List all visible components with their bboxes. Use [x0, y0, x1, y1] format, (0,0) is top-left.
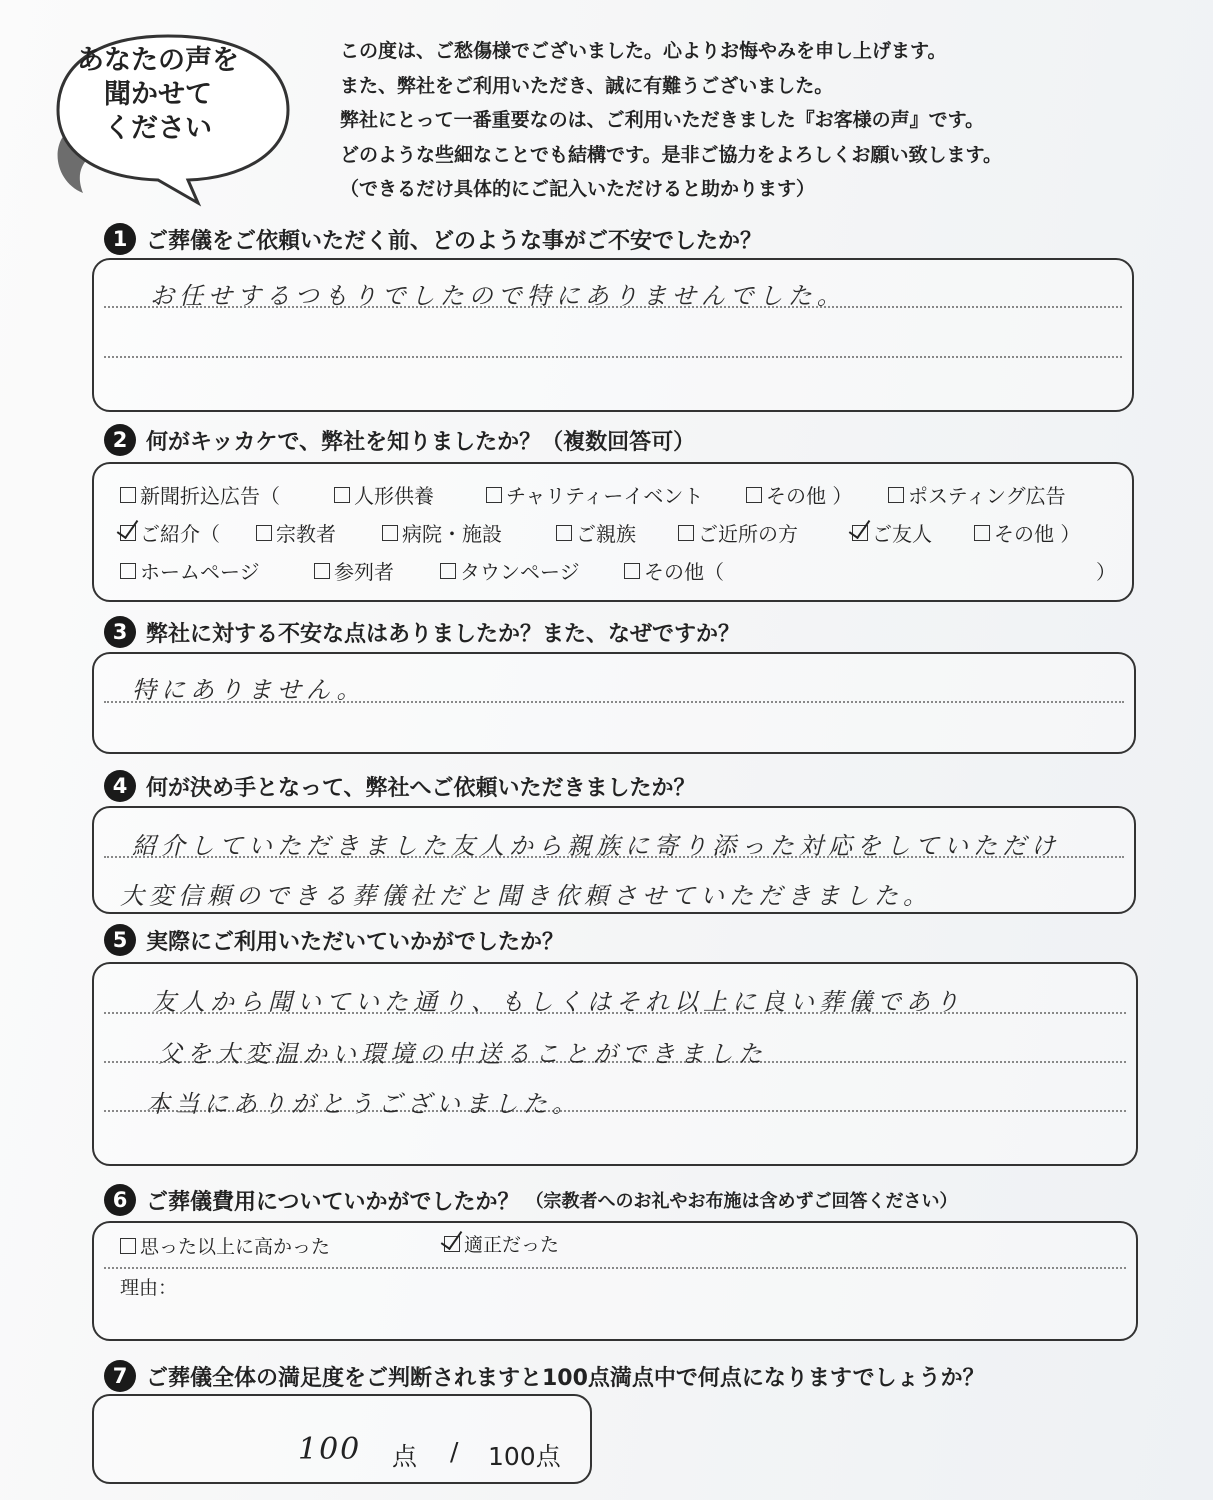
- option-posting[interactable]: [888, 480, 1066, 509]
- checkbox[interactable]: [120, 487, 136, 503]
- bubble-line: ください: [104, 113, 212, 144]
- option-doll-memorial[interactable]: [334, 480, 434, 509]
- question-text: ご葬儀全体の満足度をご判断されますと100点満点中で何点になりますでしょうか？: [146, 1365, 985, 1391]
- question-2-heading: [104, 424, 695, 456]
- question-number: 1: [104, 223, 136, 255]
- question-note: （宗教者へのお礼やお布施は含めずご回答ください）: [525, 1191, 958, 1212]
- question-3-heading: [104, 616, 740, 648]
- question-text: 弊社に対する不安な点はありましたか？また、なぜですか？: [146, 621, 741, 647]
- option-neighbor[interactable]: [678, 518, 798, 547]
- option-other-2[interactable]: [974, 518, 1080, 547]
- bubble-line: 聞かせて: [104, 79, 212, 110]
- option-attendee[interactable]: [314, 556, 394, 585]
- question-1-heading: [104, 223, 762, 255]
- option-label: 宗教者: [276, 522, 336, 546]
- handwritten-answer: 本当にありがとうございました。: [146, 1090, 581, 1118]
- option-label: ご親族: [576, 522, 636, 546]
- option-other-3-close: [1096, 556, 1116, 585]
- option-label: ポスティング広告: [908, 484, 1066, 508]
- checkbox[interactable]: [256, 525, 272, 541]
- checkbox[interactable]: [334, 487, 350, 503]
- option-other-3[interactable]: [624, 556, 724, 585]
- handwritten-answer: 特にありません。: [132, 676, 366, 704]
- option-referral[interactable]: [120, 518, 220, 547]
- bubble-heading: [38, 44, 278, 146]
- checkbox[interactable]: [486, 487, 502, 503]
- option-label: その他（: [644, 560, 724, 584]
- option-townpage[interactable]: [440, 556, 580, 585]
- question-6-heading: [104, 1184, 958, 1216]
- question-number: 2: [104, 424, 136, 456]
- checkbox[interactable]: [624, 563, 640, 579]
- reason-label: 理由：: [120, 1277, 178, 1299]
- option-hospital[interactable]: [382, 518, 502, 547]
- option-label: 病院・施設: [402, 522, 502, 546]
- handwritten-answer: 紹介していただきました友人から親族に寄り添った対応をしていただけ: [132, 832, 1060, 860]
- checkbox[interactable]: [746, 487, 762, 503]
- handwritten-answer: 父を大変温かい環境の中送ることができました: [158, 1040, 767, 1068]
- question-text: 何が決め手となって、弊社へご依頼いただきましたか？: [146, 775, 696, 801]
- checkbox[interactable]: [314, 563, 330, 579]
- handwritten-answer: 大変信頼のできる葬儀社だと聞き依頼させていただきました。: [120, 882, 932, 910]
- option-label: チャリティーイベント: [506, 484, 704, 508]
- option-label: 思った以上に高かった: [140, 1236, 331, 1258]
- checkbox[interactable]: [556, 525, 572, 541]
- intro-message: [340, 34, 1190, 207]
- handwritten-answer: お任せするつもりでしたので特にありませんでした。: [150, 282, 846, 310]
- checkbox[interactable]: [888, 487, 904, 503]
- option-label: 新聞折込広告（: [140, 484, 280, 508]
- option-label: タウンページ: [460, 560, 580, 584]
- intro-line: 弊社にとって一番重要なのは、ご利用いただきました『お客様の声』です。: [340, 109, 985, 131]
- question-number: 6: [104, 1184, 136, 1216]
- question-text: ご葬儀費用についていかがでしたか？: [146, 1189, 520, 1215]
- checkbox[interactable]: [120, 563, 136, 579]
- bubble-line: あなたの声を: [77, 45, 239, 76]
- intro-line: （できるだけ具体的にご記入いただけると助かります）: [340, 178, 816, 200]
- checkbox[interactable]: [120, 1238, 136, 1254]
- question-number: 3: [104, 616, 136, 648]
- checkbox[interactable]: [678, 525, 694, 541]
- handwritten-answer: 友人から聞いていた通り、もしくはそれ以上に良い葬儀であり: [152, 988, 964, 1016]
- option-relatives[interactable]: [556, 518, 636, 547]
- option-label: ホームページ: [140, 560, 260, 584]
- option-friend[interactable]: [852, 518, 932, 547]
- option-charity-event[interactable]: [486, 480, 703, 509]
- checkbox[interactable]: [440, 563, 456, 579]
- intro-line: また、弊社をご利用いただき、誠に有難うございました。: [340, 74, 834, 97]
- score-unit: 点: [392, 1442, 418, 1471]
- handwritten-score: 100: [298, 1432, 362, 1467]
- question-4-heading: [104, 770, 696, 802]
- option-label: 適正だった: [464, 1234, 560, 1256]
- score-slash: /: [450, 1437, 459, 1466]
- option-newspaper[interactable]: [120, 480, 280, 509]
- question-text: ご葬儀をご依頼いただく前、どのような事がご不安でしたか？: [146, 228, 763, 254]
- option-label: 人形供養: [354, 484, 434, 508]
- option-other-1[interactable]: [746, 480, 852, 509]
- checkbox-checked[interactable]: [444, 1236, 460, 1252]
- intro-line: この度は、ご愁傷様でございました。心よりお悔やみを申し上げます。: [340, 40, 947, 62]
- question-number: 5: [104, 924, 136, 956]
- option-too-expensive[interactable]: [120, 1232, 330, 1259]
- question-text: 実際にご利用いただいていかがでしたか？: [146, 929, 565, 955]
- option-label: 参列者: [334, 560, 394, 584]
- paren-close: ）: [1096, 560, 1116, 584]
- option-label: その他 ）: [994, 522, 1081, 546]
- question-number: 4: [104, 770, 136, 802]
- option-label: ご紹介（: [140, 522, 220, 546]
- option-label: その他 ）: [766, 484, 853, 508]
- checkbox[interactable]: [382, 525, 398, 541]
- intro-line: どのような些細なことでも結構です。是非ご協力をよろしくお願い致します。: [340, 143, 1002, 166]
- option-homepage[interactable]: [120, 556, 260, 585]
- option-fair-price[interactable]: [444, 1230, 559, 1257]
- checkbox-checked[interactable]: [852, 525, 868, 541]
- question-text: 何がキッカケで、弊社を知りましたか？（複数回答可）: [146, 429, 696, 455]
- checkbox[interactable]: [974, 525, 990, 541]
- checkbox-checked[interactable]: [120, 525, 136, 541]
- question-7-heading: [104, 1360, 985, 1392]
- option-label: ご近所の方: [698, 522, 798, 546]
- option-religious[interactable]: [256, 518, 336, 547]
- question-5-heading: [104, 924, 564, 956]
- score-max: 100点: [488, 1442, 561, 1471]
- option-label: ご友人: [872, 522, 932, 546]
- question-number: 7: [104, 1360, 136, 1392]
